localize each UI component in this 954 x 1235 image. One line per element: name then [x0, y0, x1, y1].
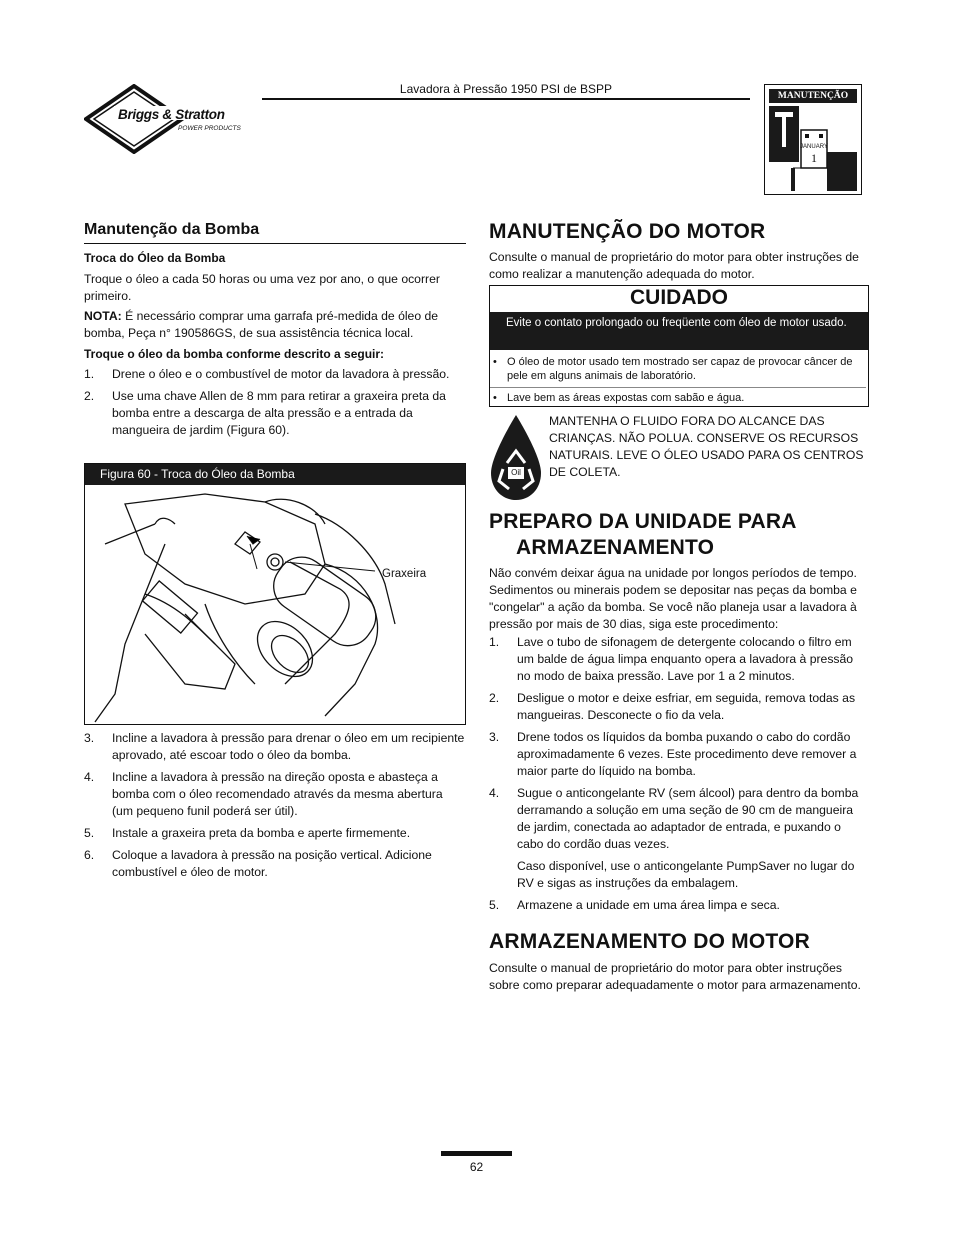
list-item: 4. Sugue o anticongelante RV (sem álcool) para dentro da bomba derramando a solução em uma seção de 90 cm de mangueira de jardim, conectada ao adaptador de entrada, e puxando o cabo do cordão duas vezes.: [489, 786, 859, 851]
maintenance-badge: [764, 84, 862, 195]
list-item: 1. Lave o tubo de sifonagem de detergente colocando o filtro em um balde de água limpa enquanto opera a lavadora à pressão no modo de baixa pressão. Lave por 1 a 2 minutos.: [489, 635, 854, 683]
list-item: 1. Drene o óleo e o combustível de motor da lavadora à pressão.: [84, 367, 450, 381]
figure-60-caption: Figura 60 - Troca do Óleo da Bomba: [85, 464, 465, 485]
list-item: 2. Use uma chave Allen de 8 mm para retirar a graxeira preta da bomba entre a descarga de alta pressão e a entrada da mangueira de jardim (Figura 60).: [84, 389, 446, 437]
pump-illustration: [85, 484, 465, 724]
logo-text: Briggs & Stratton: [118, 107, 225, 122]
maintenance-badge-label: MANUTENÇÃO: [769, 89, 857, 103]
list-item-continuation: Caso disponível, use o anticongelante PumpSaver no lugar do RV e sigas as instruções da embalagem.: [517, 859, 855, 890]
briggs-stratton-logo: [84, 84, 254, 154]
note-paragraph: [84, 308, 466, 342]
figure-60-frame: [84, 463, 466, 725]
engine-storage-heading: ARMAZENAMENTO DO MOTOR: [489, 930, 810, 953]
list-item: 3. Drene todos os líquidos da bomba puxando o cabo do cordão aproximadamente 6 vezes. Este procedimento deve remover a maior parte do líquido na bomba.: [489, 730, 857, 778]
steps-list-b: [84, 730, 466, 886]
engine-storage-text: Consulte o manual de proprietário do motor para obter instruções sobre como preparar adequadamente o motor para armazenamento.: [489, 961, 861, 992]
note-text: É necessário comprar uma garrafa pré-medida de óleo de bomba, Peça n° 190586GS, de sua assistência técnica local.: [84, 309, 439, 340]
list-item: 5. Armazene a unidade em uma área limpa e seca.: [489, 898, 780, 912]
page-number: 62: [469, 1160, 484, 1174]
caution-title: CUIDADO: [630, 286, 728, 309]
steps-intro: Troque o óleo da bomba conforme descrito a seguir:: [84, 347, 385, 361]
calendar-wrench-icon: [769, 106, 857, 191]
note-label: NOTA:: [84, 309, 122, 323]
engine-maintenance-heading: MANUTENÇÃO DO MOTOR: [489, 220, 766, 243]
storage-steps-list: [489, 634, 869, 919]
heading-rule: [84, 243, 466, 244]
oil-change-subheading: Troca do Óleo da Bomba: [84, 251, 226, 265]
storage-heading-line1: PREPARO DA UNIDADE PARA: [489, 510, 797, 533]
caution-bar-text: Evite o contato prolongado ou freqüente com óleo de motor usado.: [490, 312, 868, 350]
list-item: • O óleo de motor usado tem mostrado ser capaz de provocar câncer de pele em alguns animais de laboratório.: [493, 356, 853, 382]
oil-label: Oil: [511, 468, 521, 477]
steps-list-a: [84, 366, 466, 444]
caution-list: [490, 355, 866, 405]
list-item: 5. Instale a graxeira preta da bomba e aperte firmemente.: [84, 826, 411, 840]
figure-callout-graxeira: Graxeira: [382, 568, 427, 580]
svg-text:JANUARY: JANUARY: [800, 144, 828, 150]
header-rule: [262, 98, 750, 100]
list-item: 2. Desligue o motor e deixe esfriar, em seguida, remova todas as mangueiras. Desconecte o fio da vela.: [489, 691, 856, 722]
svg-text:1: 1: [811, 151, 817, 165]
list-item: 3. Incline a lavadora à pressão para drenar o óleo em um recipiente aprovado, até escoar todo o óleo da bomba.: [84, 731, 465, 762]
logo-subtext: POWER PRODUCTS: [178, 125, 241, 132]
oil-recycle-icon: [489, 415, 543, 501]
list-item: • Lave bem as áreas expostas com sabão e água.: [493, 392, 745, 404]
list-item: 6. Coloque a lavadora à pressão na posição vertical. Adicione combustível e óleo de motor.: [84, 848, 432, 879]
oil-change-interval-text: Troque o óleo a cada 50 horas ou uma vez por ano, o que ocorrer primeiro.: [84, 272, 440, 303]
recycle-text: MANTENHA O FLUIDO FORA DO ALCANCE DAS CRIANÇAS. NÃO POLUA. CONSERVE OS RECURSOS NATURAIS. LEVE O ÓLEO USADO PARA OS CENTROS DE COLETA.: [549, 414, 864, 479]
divider: [490, 387, 866, 388]
list-item: 4. Incline a lavadora à pressão na direção oposta e abasteça a bomba com o óleo recomendado através da mesma abertura (um pequeno funil poderá ser útil).: [84, 770, 443, 818]
storage-heading-line2: ARMAZENAMENTO: [516, 536, 715, 559]
pump-maintenance-heading: Manutenção da Bomba: [84, 221, 260, 238]
header-title: Lavadora à Pressão 1950 PSI de BSPP: [399, 82, 613, 96]
footer-bar: [441, 1151, 512, 1156]
storage-intro-text: Não convém deixar água na unidade por longos períodos de tempo. Sedimentos ou minerais podem se depositar nas peças da bomba e "congelar" a ação da bomba. Se você não planeja usar a lavadora à pressão por mais de 30 dias, siga este procedimento:: [489, 566, 857, 631]
engine-maintenance-text: Consulte o manual de proprietário do motor para obter instruções de como realizar a manutenção adequada do motor.: [489, 250, 859, 281]
